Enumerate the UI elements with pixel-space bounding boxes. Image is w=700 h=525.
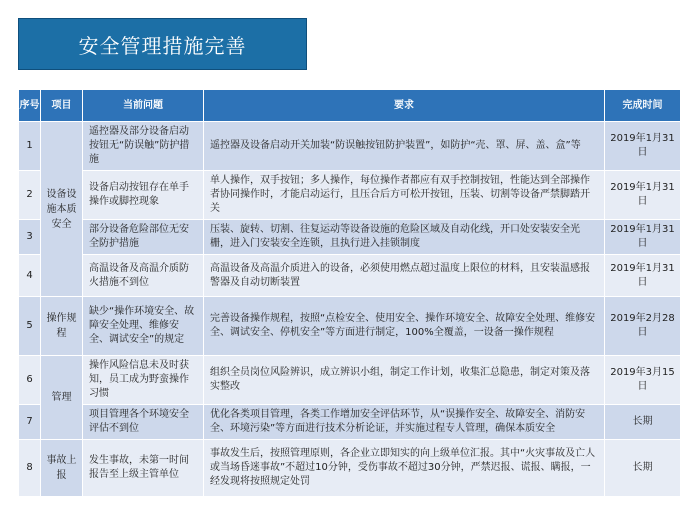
- row-deadline: 长期: [605, 405, 681, 440]
- row-index: 3: [19, 220, 41, 255]
- row-deadline: 2019年2月28日: [605, 297, 681, 356]
- row-index: 8: [19, 440, 41, 497]
- category-accident: 事故上报: [41, 440, 83, 497]
- row-requirement: 单人操作，双手按钮；多人操作，每位操作者都应有双手控制按钮，性能达到全部操作者协同操作时，才能启动运行，且压合后方可松开按钮，压装、切割等设备严禁脚踏开关: [204, 171, 605, 220]
- row-deadline: 2019年1月31日: [605, 122, 681, 171]
- row-index: 2: [19, 171, 41, 220]
- table-row: [19, 405, 681, 440]
- table-row: [19, 220, 681, 255]
- header-index: 序号: [19, 90, 41, 122]
- safety-measures-table: [18, 89, 681, 497]
- row-deadline: 2019年1月31日: [605, 171, 681, 220]
- row-requirement: 高温设备及高温介质进入的设备，必须使用燃点超过温度上限位的材料，且安装温感报警器及自动切断装置: [204, 255, 605, 297]
- row-deadline: 长期: [605, 440, 681, 497]
- slide-title: 安全管理措施完善: [18, 18, 307, 70]
- row-requirement: 优化各类项目管理，各类工作增加安全评估环节，从“误操作安全、故障安全、消防安全、环境污染”等方面进行技术分析论证，并实施过程专人管理，确保本质安全: [204, 405, 605, 440]
- table-row: [19, 440, 681, 497]
- table-header-row: [19, 90, 681, 122]
- row-index: 1: [19, 122, 41, 171]
- table-row: [19, 297, 681, 356]
- header-deadline: 完成时间: [605, 90, 681, 122]
- header-issue: 当前问题: [83, 90, 204, 122]
- row-issue: 缺少“操作环境安全、故障安全处理、维修安全、调试安全”的规定: [83, 297, 204, 356]
- row-deadline: 2019年1月31日: [605, 220, 681, 255]
- row-issue: 设备启动按钮存在单手操作或脚控现象: [83, 171, 204, 220]
- row-index: 6: [19, 356, 41, 405]
- row-index: 4: [19, 255, 41, 297]
- row-requirement: 遥控器及设备启动开关加装“防误触按钮防护装置”，如防护“壳、罩、屏、盖、盒”等: [204, 122, 605, 171]
- row-index: 7: [19, 405, 41, 440]
- row-issue: 高温设备及高温介质防火措施不到位: [83, 255, 204, 297]
- table-row: [19, 255, 681, 297]
- row-issue: 发生事故，未第一时间报告至上级主管单位: [83, 440, 204, 497]
- category-procedure: 操作规程: [41, 297, 83, 356]
- category-equipment: 设备设施本质安全: [41, 122, 83, 297]
- row-requirement: 组织全员岗位风险辨识，成立辨识小组，制定工作计划，收集汇总隐患，制定对策及落实整改: [204, 356, 605, 405]
- row-deadline: 2019年3月15日: [605, 356, 681, 405]
- row-requirement: 完善设备操作规程，按照“点检安全、使用安全、操作环境安全、故障安全处理、维修安全、调试安全、停机安全”等方面进行制定，100%全覆盖，一设备一操作规程: [204, 297, 605, 356]
- row-requirement: 压装、旋转、切割、往复运动等设备设施的危险区域及自动化线，开口处安装安全光栅，进入门安装安全连锁，且执行进入挂锁制度: [204, 220, 605, 255]
- table-row: [19, 171, 681, 220]
- row-issue: 操作风险信息未及时获知，员工成为野蛮操作习惯: [83, 356, 204, 405]
- table-row: [19, 356, 681, 405]
- row-issue: 项目管理各个环境安全评估不到位: [83, 405, 204, 440]
- row-index: 5: [19, 297, 41, 356]
- header-category: 项目: [41, 90, 83, 122]
- row-issue: 遥控器及部分设备启动按钮无“防误触”防护措施: [83, 122, 204, 171]
- table-row: [19, 122, 681, 171]
- header-requirement: 要求: [204, 90, 605, 122]
- row-deadline: 2019年1月31日: [605, 255, 681, 297]
- row-issue: 部分设备危险部位无安全防护措施: [83, 220, 204, 255]
- row-requirement: 事故发生后，按照管理原则，各企业立即知实的向上级单位汇报。其中“火灾事故及亡人或当场昏迷事故”不超过10分钟，受伤事故不超过30分钟，严禁迟报、谎报、瞒报，一经发现将按照规定处罚: [204, 440, 605, 497]
- category-management: 管理: [41, 356, 83, 440]
